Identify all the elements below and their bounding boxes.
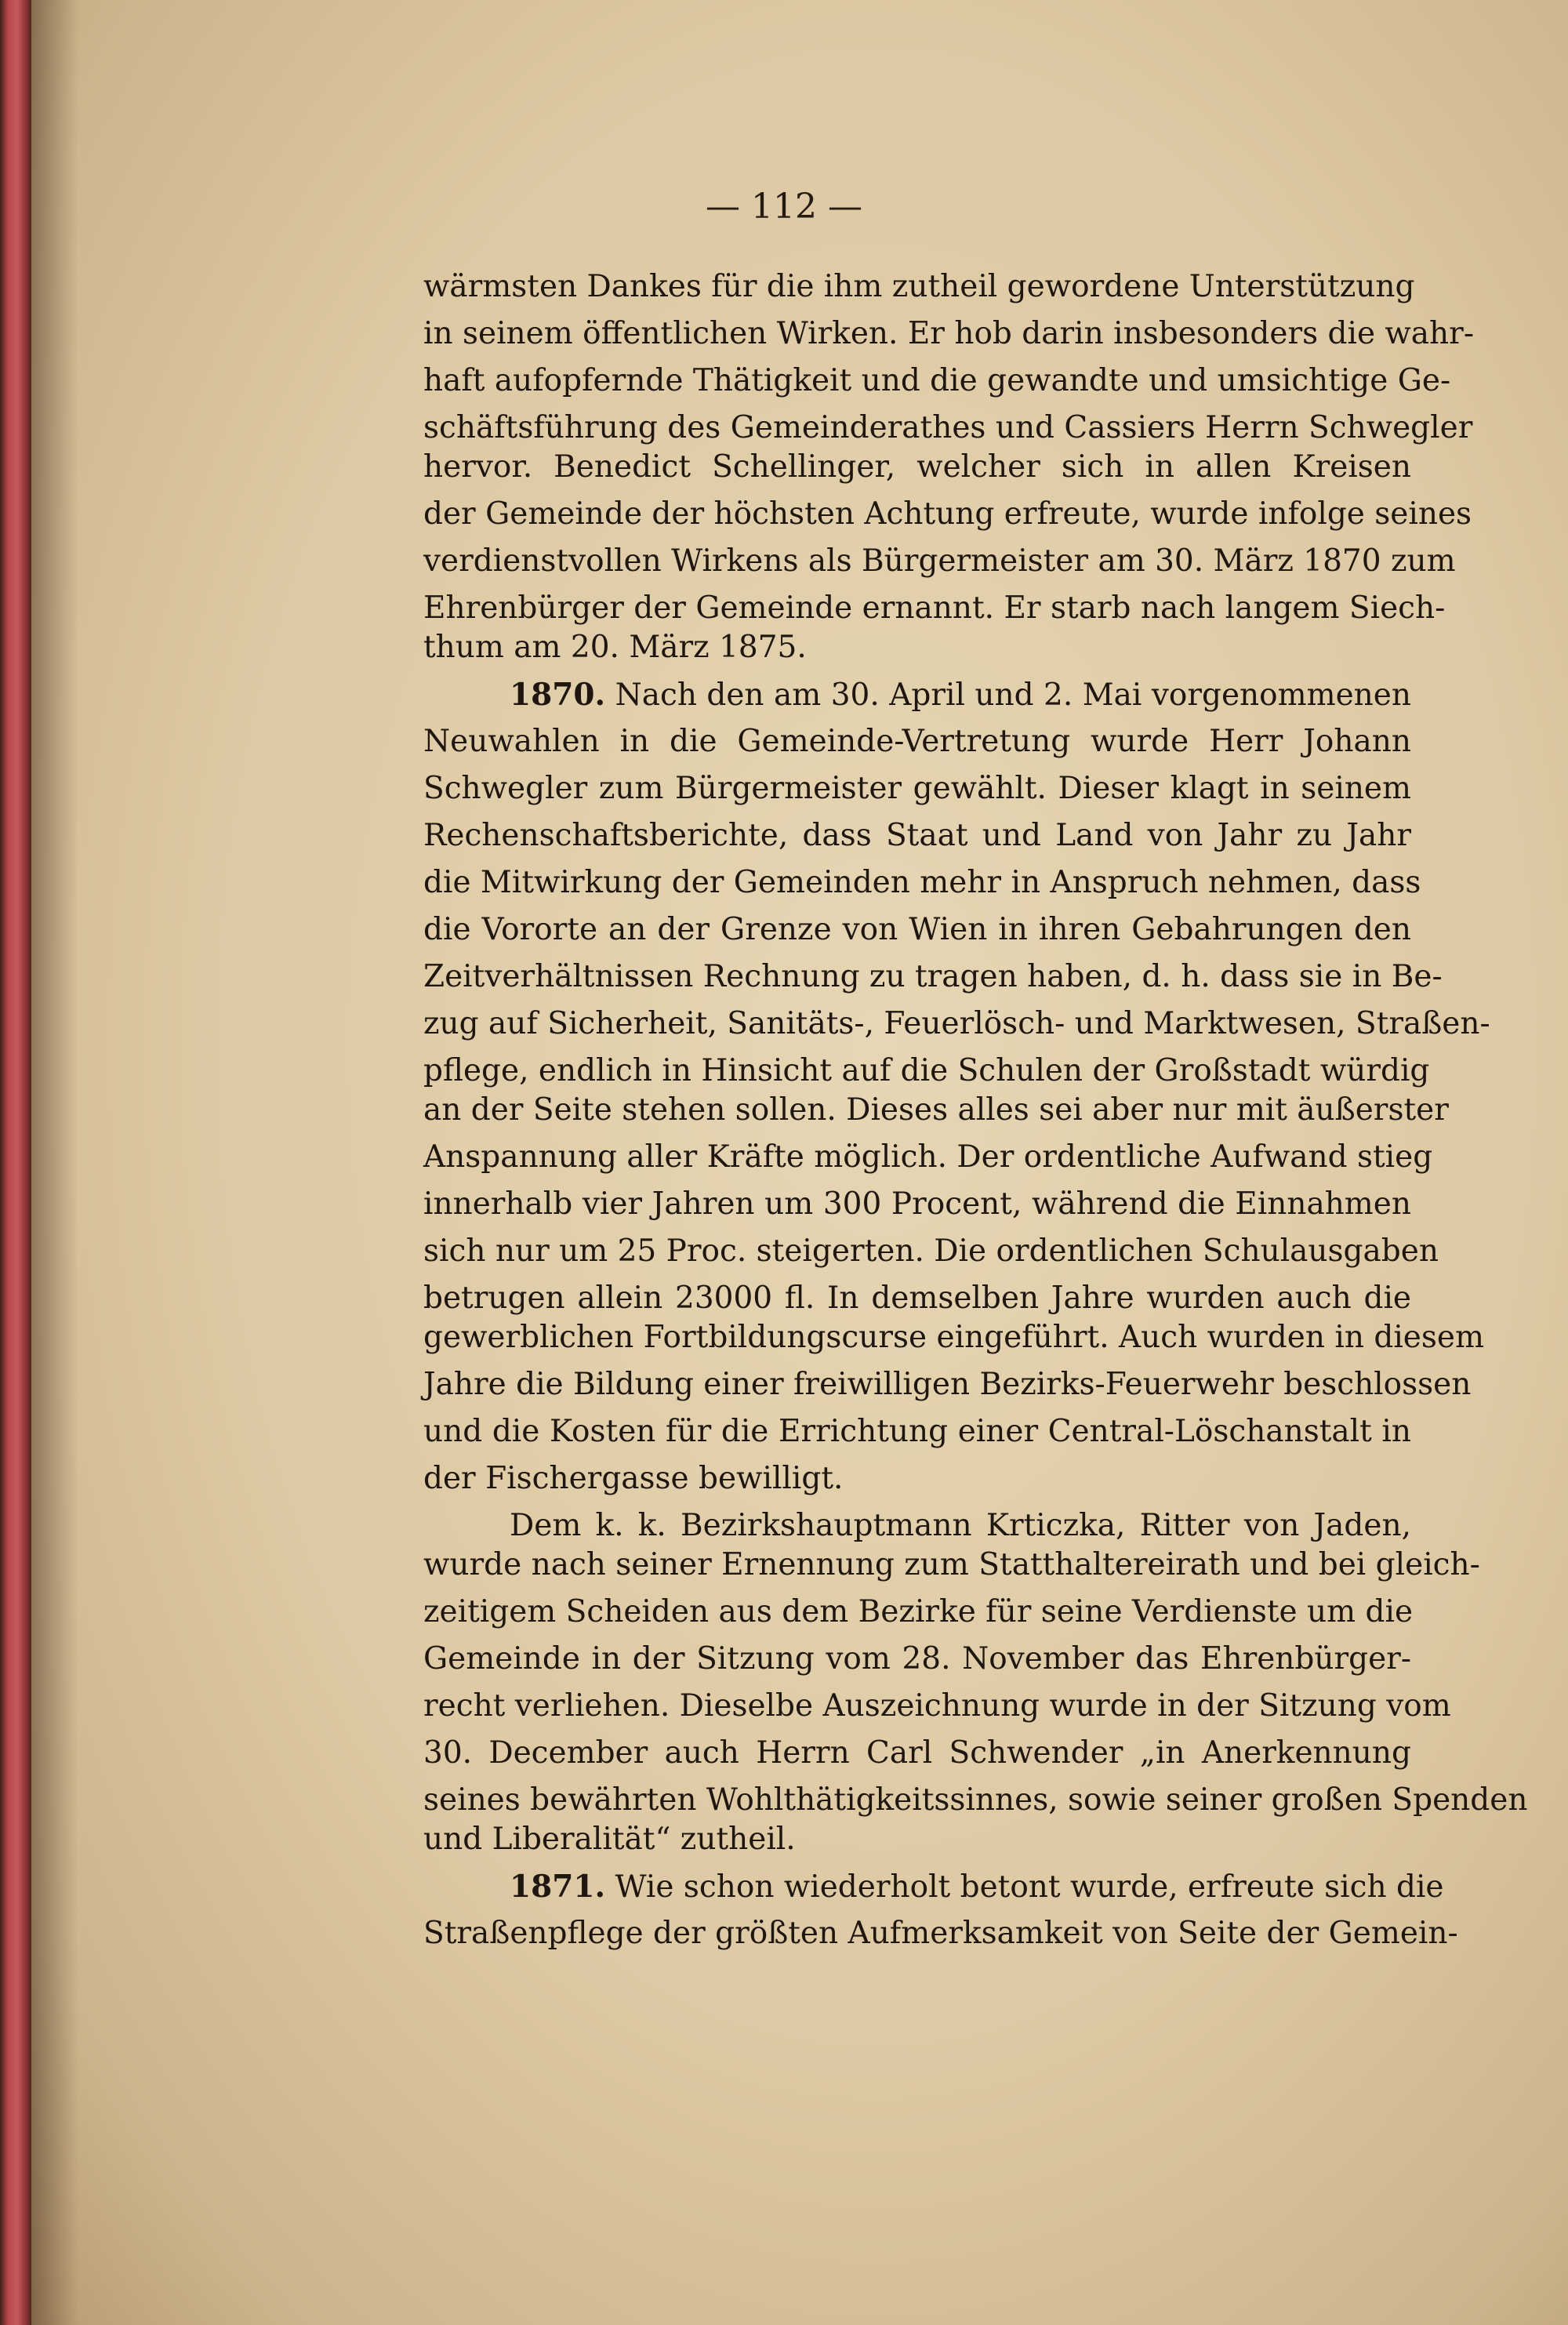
- paragraph-line: 1871. Wie schon wiederholt betont wurde, erfreute sich die: [510, 1869, 1444, 1905]
- text-line: wärmsten Dankes für die ihm zutheil gewordene Unterstützung: [423, 269, 1415, 304]
- text-line: haft aufopfernde Thätigkeit und die gewandte und umsichtige Ge-: [423, 363, 1451, 398]
- text-line: die Vororte an der Grenze von Wien in ihren Gebahrungen den: [423, 912, 1411, 947]
- text-line: Neuwahlen in die Gemeinde-Vertretung wurde Herr Johann: [423, 724, 1411, 759]
- text-line: Rechenschaftsberichte, dass Staat und Land von Jahr zu Jahr: [423, 818, 1411, 853]
- text-line: die Mitwirkung der Gemeinden mehr in Anspruch nehmen, dass: [423, 865, 1421, 900]
- text-line: 30. December auch Herrn Carl Schwender „in Anerkennung: [423, 1735, 1411, 1771]
- text-line: seines bewährten Wohlthätigkeitssinnes, sowie seiner großen Spenden: [423, 1782, 1528, 1818]
- text-line: innerhalb vier Jahren um 300 Procent, während die Einnahmen: [423, 1186, 1411, 1222]
- text-line: recht verliehen. Dieselbe Auszeichnung wurde in der Sitzung vom: [423, 1688, 1451, 1724]
- paragraph-line: 1870. Nach den am 30. April und 2. Mai vorgenommenen: [510, 677, 1411, 713]
- text-line: verdienstvollen Wirkens als Bürgermeister am 30. März 1870 zum: [423, 543, 1456, 579]
- text-line: hervor. Benedict Schellinger, welcher sich in allen Kreisen: [423, 449, 1411, 485]
- text-line: Straßenpflege der größten Aufmerksamkeit von Seite der Gemein-: [423, 1916, 1458, 1951]
- text-line: in seinem öffentlichen Wirken. Er hob darin insbesonders die wahr-: [423, 316, 1474, 351]
- text-line: der Gemeinde der höchsten Achtung erfreute, wurde infolge seines: [423, 496, 1472, 532]
- book-cover-edge: [0, 0, 31, 2325]
- text-line: Dem k. k. Bezirkshauptmann Krticzka, Ritter von Jaden,: [510, 1508, 1411, 1543]
- text-line: thum am 20. März 1875.: [423, 630, 807, 665]
- text-line: Zeitverhältnissen Rechnung zu tragen haben, d. h. dass sie in Be-: [423, 959, 1443, 994]
- text-line: pflege, endlich in Hinsicht auf die Schulen der Großstadt würdig: [423, 1053, 1430, 1088]
- page-number: — 112 —: [706, 187, 862, 227]
- text-line: zug auf Sicherheit, Sanitäts-, Feuerlösch- und Marktwesen, Straßen-: [423, 1006, 1490, 1041]
- year-heading: 1870.: [510, 677, 606, 713]
- text-line: schäftsführung des Gemeinderathes und Cassiers Herrn Schwegler: [423, 410, 1473, 445]
- text-line: sich nur um 25 Proc. steigerten. Die ordentlichen Schulausgaben: [423, 1233, 1439, 1269]
- text-line: Ehrenbürger der Gemeinde ernannt. Er starb nach langem Siech-: [423, 590, 1446, 626]
- text-line: gewerblichen Fortbildungscurse eingeführt. Auch wurden in diesem: [423, 1320, 1484, 1355]
- text-line: Anspannung aller Kräfte möglich. Der ordentliche Aufwand stieg: [423, 1139, 1433, 1175]
- text-line: wurde nach seiner Ernennung zum Statthaltereirath und bei gleich-: [423, 1547, 1480, 1582]
- text-line: Gemeinde in der Sitzung vom 28. November das Ehrenbürger-: [423, 1641, 1411, 1677]
- text-line: an der Seite stehen sollen. Dieses alles sei aber nur mit äußerster: [423, 1092, 1449, 1128]
- year-heading: 1871.: [510, 1869, 606, 1905]
- page-gutter-shadow: [31, 0, 78, 2325]
- text-line: Schwegler zum Bürgermeister gewählt. Dieser klagt in seinem: [423, 771, 1411, 806]
- text-line: und Liberalität“ zutheil.: [423, 1822, 796, 1857]
- text-line: betrugen allein 23000 fl. In demselben Jahre wurden auch die: [423, 1281, 1411, 1316]
- text-line: und die Kosten für die Errichtung einer Central-Löschanstalt in: [423, 1414, 1411, 1449]
- text-line: der Fischergasse bewilligt.: [423, 1461, 844, 1496]
- text-line: zeitigem Scheiden aus dem Bezirke für seine Verdienste um die: [423, 1594, 1414, 1629]
- text-line: Jahre die Bildung einer freiwilligen Bezirks-Feuerwehr beschlossen: [423, 1367, 1472, 1402]
